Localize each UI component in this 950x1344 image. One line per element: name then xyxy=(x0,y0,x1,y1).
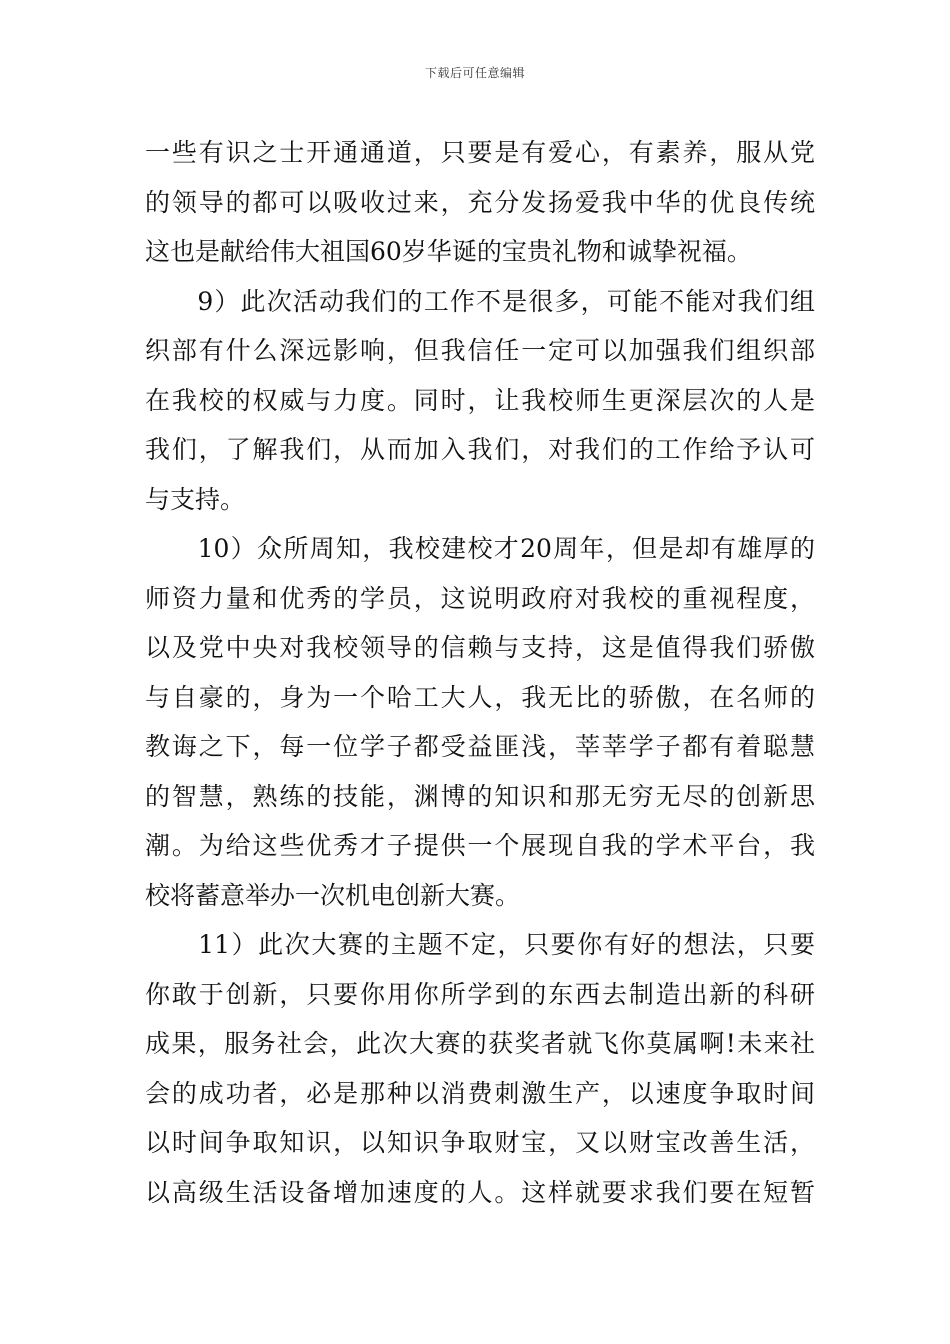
text-line: 与支持。 xyxy=(145,484,246,514)
page-header: 下载后可任意编辑 xyxy=(424,66,525,80)
text-line: 以及党中央对我校领导的信赖与支持，这是值得我们骄傲 xyxy=(145,633,815,662)
text-line: 成果，服务社会，此次大赛的获奖者就飞你莫属啊!未来社 xyxy=(145,1029,815,1058)
text-line: 的领导的都可以吸收过来，充分发扬爱我中华的优良传统 xyxy=(145,187,815,217)
text-line: 我们，了解我们，从而加入我们，对我们的工作给予认可 xyxy=(145,435,815,464)
text-line: 以高级生活设备增加速度的人。这样就要求我们要在短暂 xyxy=(145,1177,815,1207)
text-line: 校将蓄意举办一次机电创新大赛。 xyxy=(145,880,521,910)
document-body xyxy=(145,128,815,1217)
text-line: 10）众所周知，我校建校才20周年，但是却有雄厚的 xyxy=(145,534,815,563)
text-line: 以时间争取知识，以知识争取财宝，又以财宝改善生活， xyxy=(145,1128,815,1157)
text-line: 在我校的权威与力度。同时，让我校师生更深层次的人是 xyxy=(145,385,815,415)
text-line: 一些有识之士开通通道，只要是有爱心，有素养，服从党 xyxy=(145,138,815,167)
text-line: 师资力量和优秀的学员，这说明政府对我校的重视程度， xyxy=(145,583,815,613)
text-line: 的智慧，熟练的技能，渊博的知识和那无穷无尽的创新思 xyxy=(145,781,815,811)
text-line: 潮。为给这些优秀才子提供一个展现自我的学术平台，我 xyxy=(145,831,815,860)
text-line: 这也是献给伟大祖国60岁华诞的宝贵礼物和诚挚祝福。 xyxy=(145,237,752,266)
text-line: 你敢于创新，只要你用你所学到的东西去制造出新的科研 xyxy=(145,979,815,1009)
text-line: 11）此次大赛的主题不定，只要你有好的想法，只要 xyxy=(145,930,815,959)
text-line: 9）此次活动我们的工作不是很多，可能不能对我们组 xyxy=(145,286,815,316)
text-line: 织部有什么深远影响，但我信任一定可以加强我们组织部 xyxy=(145,336,815,365)
text-line: 教诲之下，每一位学子都受益匪浅，莘莘学子都有着聪慧 xyxy=(145,732,815,761)
text-line: 会的成功者，必是那种以消费刺激生产，以速度争取时间 xyxy=(145,1078,815,1108)
text-line: 与自豪的，身为一个哈工大人，我无比的骄傲，在名师的 xyxy=(145,682,815,712)
